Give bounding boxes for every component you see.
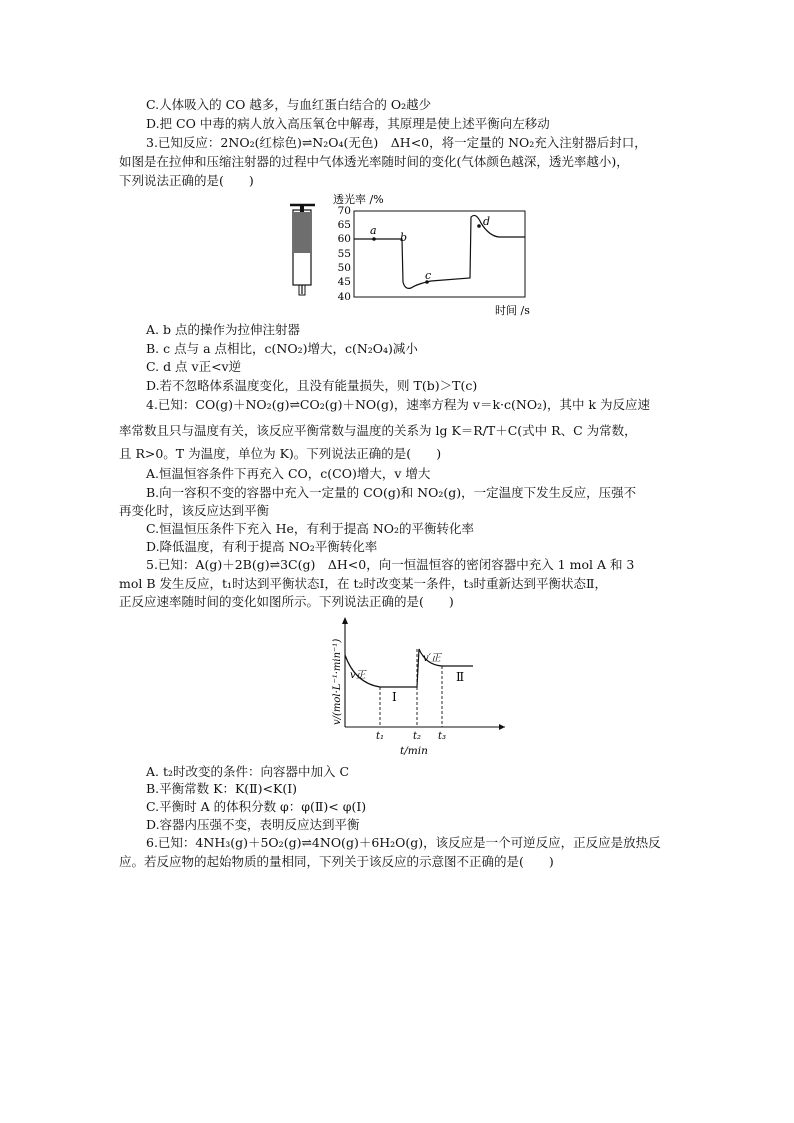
q4-option-b-line1: B.向一容积不变的容器中充入一定量的 CO(g)和 NO₂(g)，一定温度下发生反应，压强不 xyxy=(146,485,637,500)
q5-stem-line3: 正反应速率随时间的变化如图所示。下列说法正确的是( ) xyxy=(119,594,454,609)
q4-stem-line1: 4.已知：CO(g)＋NO₂(g)⇌CO₂(g)＋NO(g)，速率方程为 v＝k·c(NO₂)，其中 k 为反应速 xyxy=(146,397,650,412)
transmittance-chart xyxy=(333,192,530,317)
q3-option-a: A. b 点的操作为拉伸注射器 xyxy=(146,322,300,337)
point-b-label: b xyxy=(400,231,408,244)
y-axis-label: 透光率 /% xyxy=(333,193,384,206)
forward-rate-curve xyxy=(345,649,473,687)
state-2-label: Ⅱ xyxy=(456,670,465,684)
v-forward-prime-label: v′正 xyxy=(423,653,441,664)
q3-option-b: B. c 点与 a 点相比，c(NO₂)增大，c(N₂O₄)减小 xyxy=(146,341,418,356)
q3-stem-line1: 3.已知反应：2NO₂(红棕色)⇌N₂O₄(无色) ΔH<0，将一定量的 NO₂充入注射器后封口， xyxy=(146,135,647,150)
v-forward-label: v正 xyxy=(350,670,366,681)
y-axis-label: v/(mol·L⁻¹·min⁻¹) xyxy=(332,638,343,725)
y-tick: 65 xyxy=(337,219,351,231)
q6-stem-line1: 6.已知：4NH₃(g)＋5O₂(g)⇌4NO(g)＋6H₂O(g)，该反应是一个可逆反应，正反应是放热反 xyxy=(146,835,661,850)
q5-figure xyxy=(330,615,510,760)
q2-option-c: C.人体吸入的 CO 越多，与血红蛋白结合的 O₂越少 xyxy=(146,97,432,112)
q3-stem-line3: 下列说法正确的是( ) xyxy=(119,173,254,188)
q6-stem-line2: 应。若反应物的起始物质的量相同，下列关于该反应的示意图不正确的是( ) xyxy=(119,854,554,869)
y-tick: 40 xyxy=(337,291,351,303)
q3-option-d: D.若不忽略体系温度变化，且没有能量损失，则 T(b)＞T(c) xyxy=(146,378,478,393)
q5-option-b: B.平衡常数 K：K(Ⅱ)<K(Ⅰ) xyxy=(146,781,298,796)
q4-option-d: D.降低温度，有利于提高 NO₂平衡转化率 xyxy=(146,539,378,554)
q4-option-b-line2: 再变化时，该反应达到平衡 xyxy=(119,503,270,518)
y-tick: 50 xyxy=(337,262,351,274)
q4-stem-line3: 且 R>0。T 为温度，单位为 K)。下列说法正确的是( ) xyxy=(119,446,442,461)
q3-stem-line2: 如图是在拉伸和压缩注射器的过程中气体透光率随时间的变化(气体颜色越深，透光率越小)， xyxy=(119,154,629,169)
point-c-label: c xyxy=(425,269,432,282)
state-1-label: Ⅰ xyxy=(392,690,397,704)
t1-tick: t₁ xyxy=(376,731,385,742)
x-axis-label: 时间 /s xyxy=(495,304,530,317)
point-d-label: d xyxy=(483,215,491,228)
q5-option-d: D.容器内压强不变，表明反应达到平衡 xyxy=(146,817,360,832)
t2-tick: t₂ xyxy=(413,731,422,742)
y-tick: 55 xyxy=(337,248,351,260)
q5-stem-line1: 5.已知：A(g)＋2B(g)⇌3C(g) ΔH<0，向一恒温恒容的密闭容器中充入 1 mol A 和 3 xyxy=(146,557,635,572)
rate-time-chart xyxy=(332,617,505,757)
t3-tick: t₃ xyxy=(438,731,447,742)
transmittance-curve xyxy=(354,215,525,288)
syringe-icon xyxy=(290,205,315,295)
q5-stem-line2: mol B 发生反应，t₁时达到平衡状态Ⅰ，在 t₂时改变某一条件，t₃时重新达到平衡状态Ⅱ， xyxy=(119,576,608,591)
point-a-label: a xyxy=(370,224,377,237)
y-tick: 70 xyxy=(337,205,351,217)
q5-option-c: C.平衡时 A 的体积分数 φ：φ(Ⅱ)< φ(Ⅰ) xyxy=(146,799,367,814)
y-tick: 60 xyxy=(337,233,351,245)
q3-option-c: C. d 点 v正<v逆 xyxy=(146,359,242,374)
q4-stem-line2: 率常数且只与温度有关，该反应平衡常数与温度的关系为 lg K＝R/T＋C(式中 R、C 为常数， xyxy=(119,423,637,438)
q2-option-d: D.把 CO 中毒的病人放入高压氧仓中解毒，其原理是使上述平衡向左移动 xyxy=(146,116,550,131)
q4-option-a: A.恒温恒容条件下再充入 CO，c(CO)增大，v 增大 xyxy=(146,466,431,481)
q4-option-c: C.恒温恒压条件下充入 He，有利于提高 NO₂的平衡转化率 xyxy=(146,521,475,536)
q3-figure xyxy=(285,190,530,320)
q5-option-a: A. t₂时改变的条件：向容器中加入 C xyxy=(146,764,350,779)
y-tick: 45 xyxy=(337,276,351,288)
x-axis-label: t/min xyxy=(400,745,428,757)
